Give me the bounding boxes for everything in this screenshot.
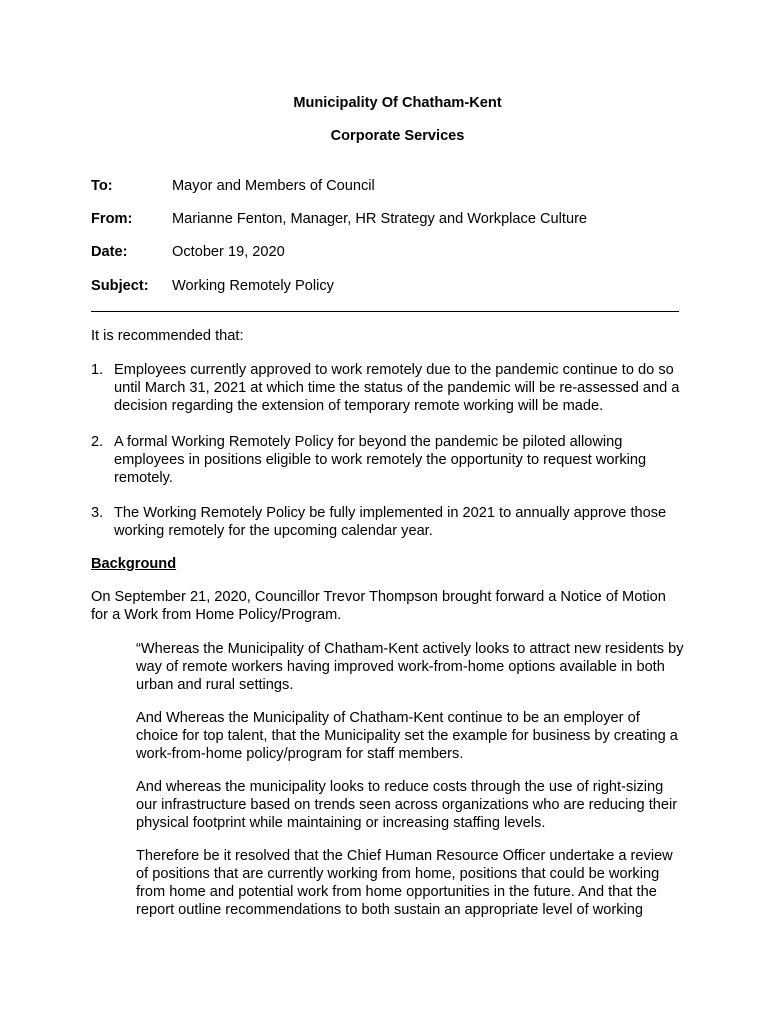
list-item-number: 2.: [91, 434, 104, 450]
paragraph-line: “Whereas the Municipality of Chatham-Kent actively looks to attract new residents by: [136, 641, 684, 657]
date-value: October 19, 2020: [172, 244, 285, 260]
date-label: Date:: [91, 244, 128, 260]
paragraph-line: from home and potential work from home opportunities in the future. And that the: [136, 884, 657, 900]
paragraph-line: physical footprint while maintaining or increasing staffing levels.: [136, 815, 546, 831]
paragraph-line: choice for top talent, that the Municipality set the example for business by creating a: [136, 728, 678, 744]
department-title: Corporate Services: [330, 128, 465, 144]
subject-label: Subject:: [91, 278, 149, 294]
to-label: To:: [91, 178, 113, 194]
paragraph-line: On September 21, 2020, Councillor Trevor Thompson brought forward a Notice of Motion: [91, 589, 666, 605]
recommendation-intro: It is recommended that:: [91, 328, 244, 344]
paragraph-line: And Whereas the Municipality of Chatham-Kent continue to be an employer of: [136, 710, 640, 726]
from-value: Marianne Fenton, Manager, HR Strategy and Workplace Culture: [172, 211, 588, 227]
list-item-line: remotely.: [114, 470, 173, 486]
motion-quote-paragraph: [136, 709, 716, 763]
list-item: [114, 361, 714, 415]
from-label: From:: [91, 211, 133, 227]
motion-quote-paragraph: [136, 640, 716, 694]
paragraph-line: our infrastructure based on trends seen across organizations who are reducing their: [136, 797, 678, 813]
list-item-number: 1.: [91, 362, 104, 378]
to-value: Mayor and Members of Council: [172, 178, 375, 194]
list-item: [114, 433, 714, 487]
background-intro: [91, 588, 711, 624]
paragraph-line: work-from-home policy/program for staff members.: [136, 746, 464, 762]
list-item-line: working remotely for the upcoming calendar year.: [114, 523, 433, 539]
motion-quote-paragraph: [136, 778, 716, 832]
list-item-line: A formal Working Remotely Policy for beyond the pandemic be piloted allowing: [114, 434, 623, 450]
motion-quote-paragraph: [136, 847, 716, 919]
subject-value: Working Remotely Policy: [172, 278, 334, 294]
paragraph-line: And whereas the municipality looks to reduce costs through the use of right-sizing: [136, 779, 664, 795]
paragraph-line: way of remote workers having improved work-from-home options available in both: [136, 659, 665, 675]
background-heading: Background: [91, 556, 177, 572]
list-item-line: employees in positions eligible to work remotely the opportunity to request working: [114, 452, 647, 468]
paragraph-line: of positions that are currently working from home, positions that could be working: [136, 866, 660, 882]
header-divider: [91, 311, 679, 312]
paragraph-line: report outline recommendations to both sustain an appropriate level of working: [136, 902, 644, 918]
organization-title: Municipality Of Chatham-Kent: [293, 95, 502, 111]
paragraph-line: urban and rural settings.: [136, 677, 294, 693]
list-item: [114, 504, 714, 540]
list-item-line: decision regarding the extension of temporary remote working will be made.: [114, 398, 604, 414]
paragraph-line: Therefore be it resolved that the Chief Human Resource Officer undertake a review: [136, 848, 673, 864]
paragraph-line: for a Work from Home Policy/Program.: [91, 607, 342, 623]
list-item-line: Employees currently approved to work remotely due to the pandemic continue to do so: [114, 362, 674, 378]
list-item-number: 3.: [91, 505, 104, 521]
list-item-line: until March 31, 2021 at which time the status of the pandemic will be re-assessed and a: [114, 380, 680, 396]
list-item-line: The Working Remotely Policy be fully implemented in 2021 to annually approve those: [114, 505, 667, 521]
